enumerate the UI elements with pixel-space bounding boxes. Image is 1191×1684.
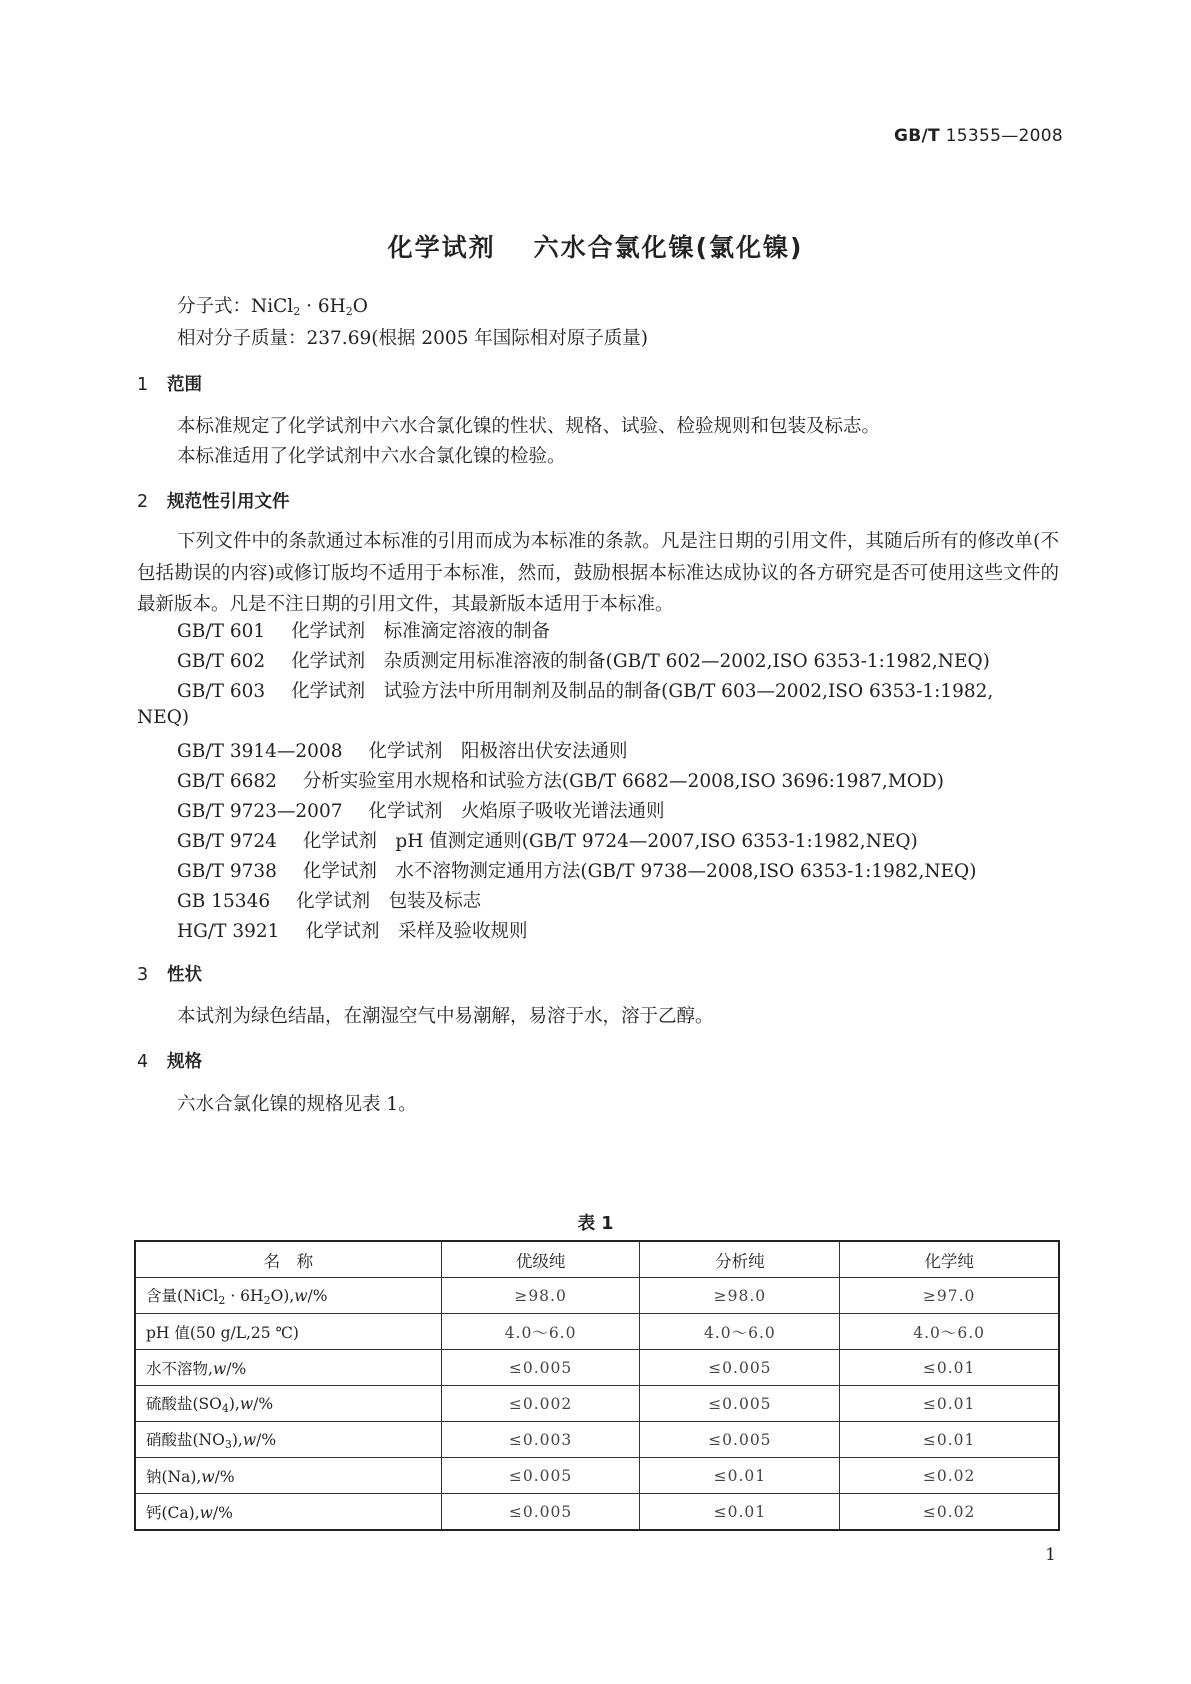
reference-title: 化学试剂 pH 值测定通则(GB/T 9724—2007,ISO 6353-1:1982,NEQ) bbox=[302, 831, 918, 852]
table-caption: 表 1 bbox=[577, 1214, 614, 1234]
header-chemically-pure: 化学纯 bbox=[840, 1241, 1059, 1278]
row-name: 硫酸盐$(SO_4),w/\%$ bbox=[135, 1386, 441, 1422]
section-heading-normative-references bbox=[137, 488, 290, 513]
molecular-formula bbox=[177, 292, 368, 318]
row-name: 钠(Na),w/% bbox=[135, 1458, 441, 1494]
reference-code: GB/T 9724 bbox=[177, 831, 277, 852]
reference-code: HG/T 3921 bbox=[177, 921, 280, 942]
reference-code: GB/T 3914—2008 bbox=[177, 741, 343, 762]
row-value: ≤0.01 bbox=[840, 1386, 1059, 1422]
reference-code: GB/T 603 bbox=[177, 681, 266, 702]
row-name: 水不溶物,w/% bbox=[135, 1350, 441, 1386]
row-value: ≤0.02 bbox=[840, 1494, 1059, 1531]
standard-prefix: GB/T bbox=[894, 126, 940, 146]
document-title bbox=[0, 228, 1191, 264]
table-row bbox=[135, 1422, 1059, 1458]
reference-title: 化学试剂 包装及标志 bbox=[296, 891, 482, 912]
row-value: ≤0.01 bbox=[840, 1350, 1059, 1386]
row-value: ≤0.005 bbox=[640, 1386, 840, 1422]
section-title: 规范性引用文件 bbox=[167, 492, 290, 512]
section-number: 4 bbox=[137, 1052, 149, 1072]
row-value: ≤0.02 bbox=[840, 1458, 1059, 1494]
reference-item bbox=[177, 917, 527, 943]
row-value: 4.0～6.0 bbox=[840, 1314, 1059, 1350]
section-number: 1 bbox=[137, 375, 149, 395]
specification-table bbox=[134, 1240, 1060, 1531]
table-row bbox=[135, 1350, 1059, 1386]
table-row bbox=[135, 1278, 1059, 1314]
header-guaranteed-reagent: 优级纯 bbox=[441, 1241, 640, 1278]
reference-title: 分析实验室用水规格和试验方法(GB/T 6682—2008,ISO 3696:1987,MOD) bbox=[302, 771, 944, 792]
section-title: 性状 bbox=[167, 965, 202, 985]
row-value: 4.0～6.0 bbox=[441, 1314, 640, 1350]
reference-title: NEQ) bbox=[137, 707, 190, 728]
title-part2: 六水合氯化镍(氯化镍) bbox=[533, 233, 804, 262]
normative-intro: 下列文件中的条款通过本标准的引用而成为本标准的条款。凡是注日期的引用文件，其随后所有的修改单(不包括勘误的内容)或修订版均不适用于本标准，然而，鼓励根据本标准达成协议的各方研究是否可使用这些文件的最新版本。凡是不注日期的引用文件，其最新版本适用于本标准。 bbox=[137, 531, 1059, 615]
reference-item bbox=[137, 707, 189, 728]
row-value: ≥97.0 bbox=[840, 1278, 1059, 1314]
reference-title: 化学试剂 水不溶物测定通用方法(GB/T 9738—2008,ISO 6353-1:1982,NEQ) bbox=[302, 861, 977, 882]
section-number: 3 bbox=[137, 965, 149, 985]
reference-item bbox=[177, 887, 481, 913]
table-row bbox=[135, 1314, 1059, 1350]
row-value: 4.0～6.0 bbox=[640, 1314, 840, 1350]
reference-item bbox=[177, 857, 976, 883]
reference-item bbox=[177, 737, 628, 763]
spec-intro: 六水合氯化镍的规格见表 1。 bbox=[177, 1094, 417, 1115]
reference-item bbox=[177, 617, 550, 643]
row-value: ≤0.01 bbox=[840, 1422, 1059, 1458]
reference-item bbox=[177, 647, 990, 673]
row-value: ≤0.01 bbox=[640, 1458, 840, 1494]
table-row bbox=[135, 1458, 1059, 1494]
reference-title: 化学试剂 采样及验收规则 bbox=[305, 921, 528, 942]
section-title: 规格 bbox=[167, 1052, 202, 1072]
table-header-row bbox=[135, 1241, 1059, 1278]
reference-title: 化学试剂 火焰原子吸收光谱法通则 bbox=[368, 801, 665, 822]
row-value: ≤0.005 bbox=[441, 1494, 640, 1531]
reference-title: 化学试剂 标准滴定溶液的制备 bbox=[291, 621, 551, 642]
formula-label: 分子式： bbox=[177, 296, 252, 317]
reference-code: GB/T 9723—2007 bbox=[177, 801, 343, 822]
scope-line-1: 本标准规定了化学试剂中六水合氯化镍的性状、规格、试验、检验规则和包装及标志。 bbox=[177, 416, 881, 437]
row-value: ≤0.005 bbox=[640, 1350, 840, 1386]
row-name: 含量(NiCl$_2$ · $6H_2O),w/\%$ bbox=[135, 1278, 441, 1314]
section-heading-specifications bbox=[137, 1048, 202, 1073]
reference-code: GB/T 6682 bbox=[177, 771, 277, 792]
page-number: 1 bbox=[1045, 1545, 1056, 1565]
reference-code: GB/T 9738 bbox=[177, 861, 277, 882]
row-value: ≤0.002 bbox=[441, 1386, 640, 1422]
row-name: pH 值(50 g/L,25 ℃) bbox=[135, 1314, 441, 1350]
section-heading-scope bbox=[137, 371, 202, 396]
row-name: 硝酸盐$(NO_3),w/\%$ bbox=[135, 1422, 441, 1458]
section-title: 范围 bbox=[167, 375, 202, 395]
standard-code bbox=[894, 126, 1063, 146]
reference-title: 化学试剂 试验方法中所用制剂及制品的制备(GB/T 603—2002,ISO 6353-1:1982, bbox=[291, 681, 994, 702]
row-value: ≤0.005 bbox=[441, 1458, 640, 1494]
reference-code: GB/T 601 bbox=[177, 621, 266, 642]
reference-code: GB 15346 bbox=[177, 891, 271, 912]
reference-item bbox=[177, 677, 993, 703]
section-number: 2 bbox=[137, 492, 149, 512]
scope-line-2: 本标准适用了化学试剂中六水合氯化镍的检验。 bbox=[177, 446, 566, 467]
reference-item bbox=[177, 827, 918, 853]
table-row bbox=[135, 1494, 1059, 1531]
formula-value: NiCl$_2$ · $6H_2O$ bbox=[251, 296, 368, 318]
reference-title: 化学试剂 阳极溶出伏安法通则 bbox=[368, 741, 628, 762]
reference-title: 化学试剂 杂质测定用标准溶液的制备(GB/T 602—2002,ISO 6353-1:1982,NEQ) bbox=[291, 651, 990, 672]
row-name: 钙(Ca),w/% bbox=[135, 1494, 441, 1531]
reference-code: GB/T 602 bbox=[177, 651, 266, 672]
row-value: ≤0.005 bbox=[640, 1422, 840, 1458]
header-analytical-reagent: 分析纯 bbox=[640, 1241, 840, 1278]
row-value: ≥98.0 bbox=[640, 1278, 840, 1314]
row-value: ≤0.01 bbox=[640, 1494, 840, 1531]
row-value: ≤0.003 bbox=[441, 1422, 640, 1458]
reference-item bbox=[177, 767, 944, 793]
row-value: ≥98.0 bbox=[441, 1278, 640, 1314]
section-heading-properties bbox=[137, 961, 202, 986]
standard-number: 15355—2008 bbox=[945, 126, 1063, 146]
table-row bbox=[135, 1386, 1059, 1422]
header-name: 名 称 bbox=[135, 1241, 441, 1278]
row-value: ≤0.005 bbox=[441, 1350, 640, 1386]
molar-mass: 相对分子质量：237.69(根据 2005 年国际相对原子质量) bbox=[177, 328, 649, 349]
properties-text: 本试剂为绿色结晶，在潮湿空气中易潮解，易溶于水，溶于乙醇。 bbox=[177, 1006, 714, 1027]
reference-item bbox=[177, 797, 665, 823]
title-part1: 化学试剂 bbox=[387, 233, 496, 262]
